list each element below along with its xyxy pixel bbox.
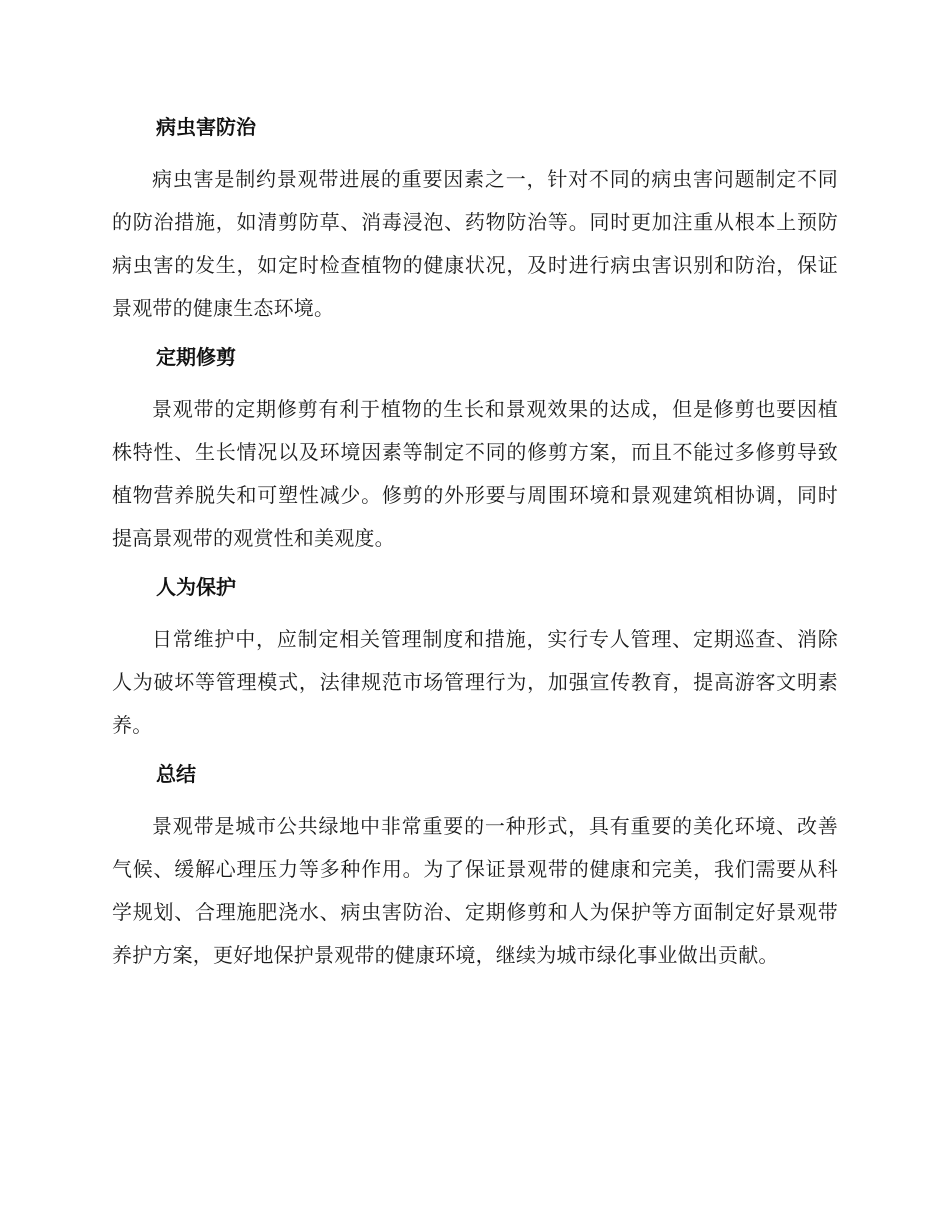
section-paragraph: 日常维护中，应制定相关管理制度和措施，实行专人管理、定期巡查、消除人为破坏等管理模式，法律规范市场管理行为，加强宣传教育，提高游客文明素养。 bbox=[112, 627, 838, 737]
section-human-protection bbox=[112, 572, 838, 747]
section-paragraph: 景观带的定期修剪有利于植物的生长和景观效果的达成，但是修剪也要因植株特性、生长情况以及环境因素等制定不同的修剪方案，而且不能过多修剪导致植物营养脱失和可塑性减少。修剪的外形要与周围环境和景观建筑相协调，同时提高景观带的观赏性和美观度。 bbox=[112, 397, 838, 550]
section-heading: 人为保护 bbox=[156, 575, 236, 599]
section-heading: 病虫害防治 bbox=[156, 115, 256, 139]
section-paragraph: 病虫害是制约景观带进展的重要因素之一，针对不同的病虫害问题制定不同的防治措施，如清剪防草、消毒浸泡、药物防治等。同时更加注重从根本上预防病虫害的发生，如定时检查植物的健康状况，及时进行病虫害识别和防治，保证景观带的健康生态环境。 bbox=[112, 167, 838, 320]
section-pest-control bbox=[112, 112, 838, 330]
section-regular-pruning bbox=[112, 342, 838, 560]
section-heading: 总结 bbox=[156, 762, 196, 786]
section-summary bbox=[112, 759, 838, 977]
section-paragraph: 景观带是城市公共绿地中非常重要的一种形式，具有重要的美化环境、改善气候、缓解心理压力等多种作用。为了保证景观带的健康和完美，我们需要从科学规划、合理施肥浇水、病虫害防治、定期修剪和人为保护等方面制定好景观带养护方案，更好地保护景观带的健康环境，继续为城市绿化事业做出贡献。 bbox=[112, 814, 838, 967]
section-heading: 定期修剪 bbox=[156, 345, 236, 369]
